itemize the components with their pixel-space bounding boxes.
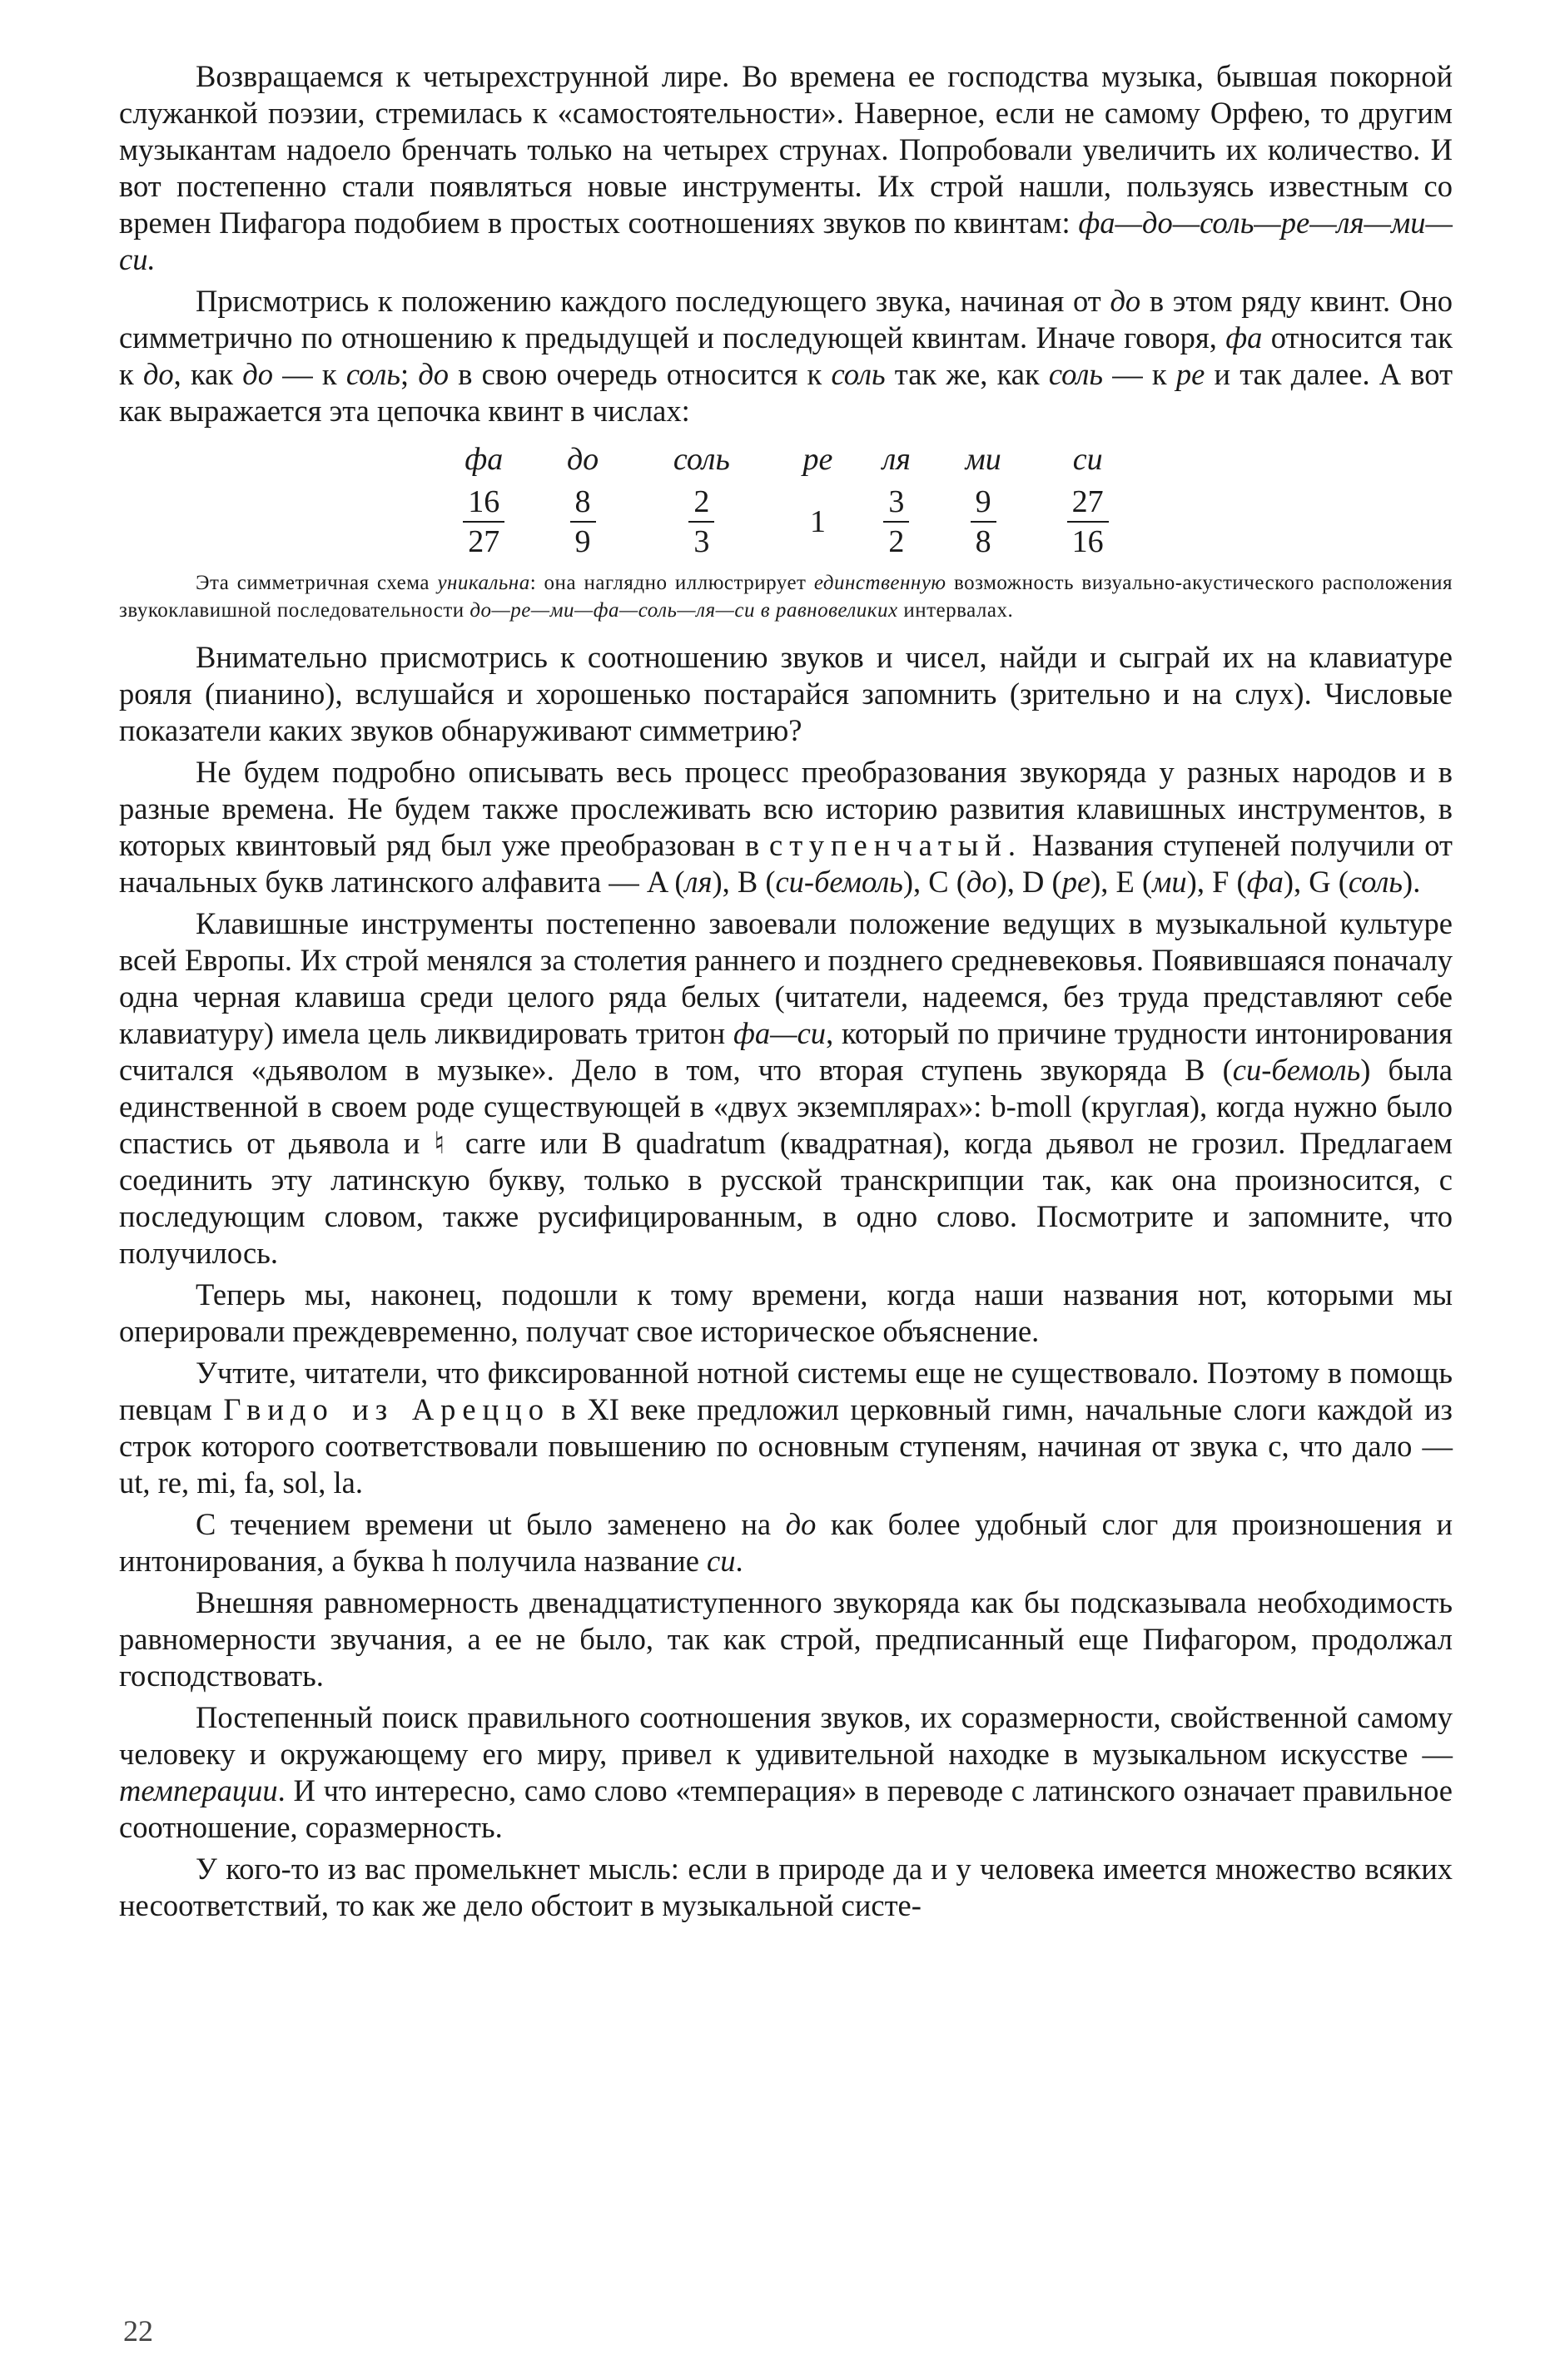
- table-caption: [119, 569, 1453, 624]
- text-span: в XI веке предложил церковный гимн, начальные слоги каждой из строк которого соответствовали повышению по основным ступеням, начиная от звука c, что дало — ut, re, mi, fa, sol, la.: [119, 1392, 1453, 1500]
- note-fa: фа: [464, 442, 504, 477]
- denominator: 16: [1071, 524, 1104, 559]
- paragraph-ut-do: [119, 1506, 1453, 1579]
- numerator: 9: [971, 483, 996, 523]
- paragraph-steps: [119, 754, 1453, 900]
- note-name: ре: [1175, 357, 1205, 391]
- text-span: Клавишные инструменты постепенно завоевали положение ведущих в музыкальной культуре всей Европы. Их строй менялся за столетия раннего и позднего средневековья. Появившаяся поначалу одна черная клавиша среди целого ряда белых (читатели, надеемся, без труда представляют себе клавиатуру) имела цель ликвидировать тритон: [119, 906, 1453, 1050]
- note-name: до: [418, 357, 450, 391]
- text-span: ), G (: [1283, 865, 1349, 899]
- text-span: относится так к: [119, 320, 1453, 391]
- ratio-do: [540, 483, 626, 561]
- fifths-chain: фа—до—соль—ре—ля—ми—си.: [119, 206, 1453, 276]
- note-re: ре: [802, 442, 833, 477]
- text-span: возможность визуально-акустического расположения звукоклавишной последовательности: [119, 572, 1453, 622]
- denominator: 3: [693, 524, 710, 559]
- text-span: — к: [1103, 357, 1176, 391]
- text-span: до—ре—ми—фа—соль—ля—си в равновеликих: [469, 599, 898, 622]
- text-span: как более удобный слог для произношения и интонирования, а буква h получила название: [119, 1507, 1453, 1578]
- denominator: 27: [468, 524, 500, 559]
- note-name: соль: [345, 357, 400, 391]
- note-name: до: [242, 357, 273, 391]
- denominator: 9: [574, 524, 591, 559]
- note-name: фа: [1246, 865, 1284, 899]
- text-span: Возвращаемся к четырехструнной лире. Во времена ее господства музыка, бывшая покорной служанкой поэзии, стремилась к «самостоятельности». Наверное, если не самому Орфею, то другим музыкантам надоело бренчать только на четырех струнах. Попробовали увеличить их количество. И вот постепенно стали появляться новые инструменты. Их строй нашли, пользуясь известным со времен Пифагора подобием в простых соотношениях звуков по квинтам:: [119, 59, 1453, 240]
- text-span: Теперь мы, наконец, подошли к тому времени, когда наши названия нот, которыми мы оперировали преждевременно, получат свое историческое объяснение.: [119, 1277, 1453, 1348]
- ratio-la: [858, 483, 935, 561]
- paragraph-guido: [119, 1355, 1453, 1501]
- text-span: ;: [400, 357, 419, 391]
- note-name: до: [1110, 284, 1141, 318]
- note-name: соль: [1348, 865, 1403, 899]
- text-span: У кого-то из вас промелькнет мысль: если в природе да и у человека имеется множество всяких несоответствий, то как же дело обстоит в музыкальной систе-: [119, 1852, 1453, 1922]
- text-span: , который по причине трудности интонирования считался «дьяволом в музыке». Дело в том, что вторая ступень звукоряда B (: [119, 1016, 1453, 1087]
- paragraph-closing: [119, 1851, 1453, 1924]
- paragraph-note-names: [119, 1277, 1453, 1350]
- note-sol: соль: [673, 442, 730, 477]
- note-name: си-бемоль: [775, 865, 903, 899]
- numerator: 27: [1067, 483, 1109, 523]
- text-span: ), F (: [1186, 865, 1247, 899]
- page-body: [119, 58, 1453, 1929]
- note-name: до: [785, 1507, 817, 1541]
- text-span: ), C (: [902, 865, 966, 899]
- paragraph-keyboard: [119, 905, 1453, 1272]
- text-span: . И что интересно, само слово «темперация» в переводе с латинского означает правильное соотношение, соразмерность.: [119, 1773, 1453, 1844]
- text-span: единственную: [813, 572, 946, 594]
- text-span: : она наглядно иллюстрирует: [529, 572, 814, 594]
- paragraph-temperament: [119, 1699, 1453, 1846]
- note-name: си-бемоль: [1232, 1053, 1361, 1087]
- note-name: до: [142, 357, 174, 391]
- note-name: соль: [1048, 357, 1104, 391]
- numerator: 16: [463, 483, 504, 523]
- text-span: Внешняя равномерность двенадцатиступенного звукоряда как бы подсказывала необходимость равномерности звучания, а ее не было, так как строй, предписанный еще Пифагором, продолжал господствовать.: [119, 1585, 1453, 1693]
- text-span: ), D (: [996, 865, 1062, 899]
- text-span: Эта симметричная схема: [196, 572, 438, 594]
- note-name: фа: [1225, 320, 1263, 355]
- spaced-word: ступенчатый.: [769, 828, 1022, 862]
- paragraph-lyre: [119, 58, 1453, 278]
- note-la: ля: [882, 442, 911, 477]
- temperament-term: темперации: [119, 1773, 278, 1807]
- numerator: 3: [883, 483, 909, 523]
- ratio-fa: [428, 483, 540, 561]
- spaced-word: Гвидо из Ареццо: [223, 1392, 550, 1426]
- ratio-sol: [626, 483, 778, 561]
- numerator: 2: [688, 483, 714, 523]
- fifths-ratio-table: [428, 436, 1144, 561]
- paragraph-symmetry: [119, 283, 1453, 429]
- ratio-mi: [935, 483, 1031, 561]
- note-name: соль: [831, 357, 886, 391]
- text-span: в этом ряду квинт. Оно симметрично по отношению к предыдущей и последующей квинтам. Иначе говоря,: [119, 284, 1453, 355]
- text-span: уникальна: [437, 572, 530, 594]
- ratio-re: 1: [809, 504, 826, 539]
- page-number: 22: [123, 2314, 153, 2348]
- text-span: — к: [273, 357, 346, 391]
- note-name: до: [966, 865, 997, 899]
- note-mi: ми: [965, 442, 1001, 477]
- text-span: С течением времени ut было заменено на: [196, 1507, 786, 1541]
- note-name: ми: [1152, 865, 1187, 899]
- text-span: интервалах.: [897, 599, 1014, 622]
- note-do: до: [566, 442, 599, 477]
- note-name: фа—си: [733, 1016, 827, 1050]
- numerator: 8: [570, 483, 596, 523]
- text-span: .: [735, 1544, 743, 1578]
- ratio-si: [1031, 483, 1144, 561]
- text-span: так же, как: [885, 357, 1049, 391]
- denominator: 2: [888, 524, 905, 559]
- text-span: Не будем подробно описывать весь процесс преобразования звукоряда у разных народов и в разные времена. Не будем также прослеживать всю историю развития клавишных инструментов, в которых квинтовый ряд был уже преобразован в: [119, 755, 1453, 862]
- paragraph-uniformity: [119, 1584, 1453, 1694]
- text-span: Присмотрись к положению каждого последующего звука, начиная от: [196, 284, 1110, 318]
- text-span: Внимательно присмотрись к соотношению звуков и чисел, найди и сыграй их на клавиатуре рояля (пианино), вслушайся и хорошенько постарайся запомнить (зрительно и на слух). Числовые показатели каких звуков обнаруживают симметрию?: [119, 640, 1453, 747]
- text-span: ) была единственной в своем роде существующей в «двух экземплярах»: b-moll (круглая), когда нужно было спастись от дьявола и ♮ carre или B quadratum (квадратная), когда дьявол не грозил. Предлагаем соединить эту латинскую букву, только в русской транскрипции так, как она произносится, с последующим словом, также русифицированным, в одно слово. Посмотрите и запомните, что получилось.: [119, 1053, 1453, 1270]
- text-span: , как: [173, 357, 243, 391]
- paragraph-listen: [119, 639, 1453, 749]
- text-span: ).: [1403, 865, 1421, 899]
- note-name: ре: [1061, 865, 1091, 899]
- denominator: 8: [975, 524, 991, 559]
- text-span: ), E (: [1090, 865, 1153, 899]
- text-span: в свою очередь относится к: [449, 357, 832, 391]
- text-span: Постепенный поиск правильного соотношения звуков, их соразмерности, свойственной самому человеку и окружающему его миру, привел к удивительной находке в музыкальном искусстве —: [119, 1700, 1453, 1771]
- text-span: Учтите, читатели, что фиксированной нотной системы еще не существовало. Поэтому в помощь певцам: [119, 1356, 1453, 1426]
- note-name: ля: [684, 865, 713, 899]
- text-span: и так далее. А вот как выражается эта цепочка квинт в числах:: [119, 357, 1453, 428]
- text-span: ), B (: [712, 865, 776, 899]
- note-name: си: [707, 1544, 736, 1578]
- note-si: си: [1072, 442, 1103, 477]
- text-span: Названия ступеней получили от начальных букв латинского алфавита — A (: [119, 828, 1453, 899]
